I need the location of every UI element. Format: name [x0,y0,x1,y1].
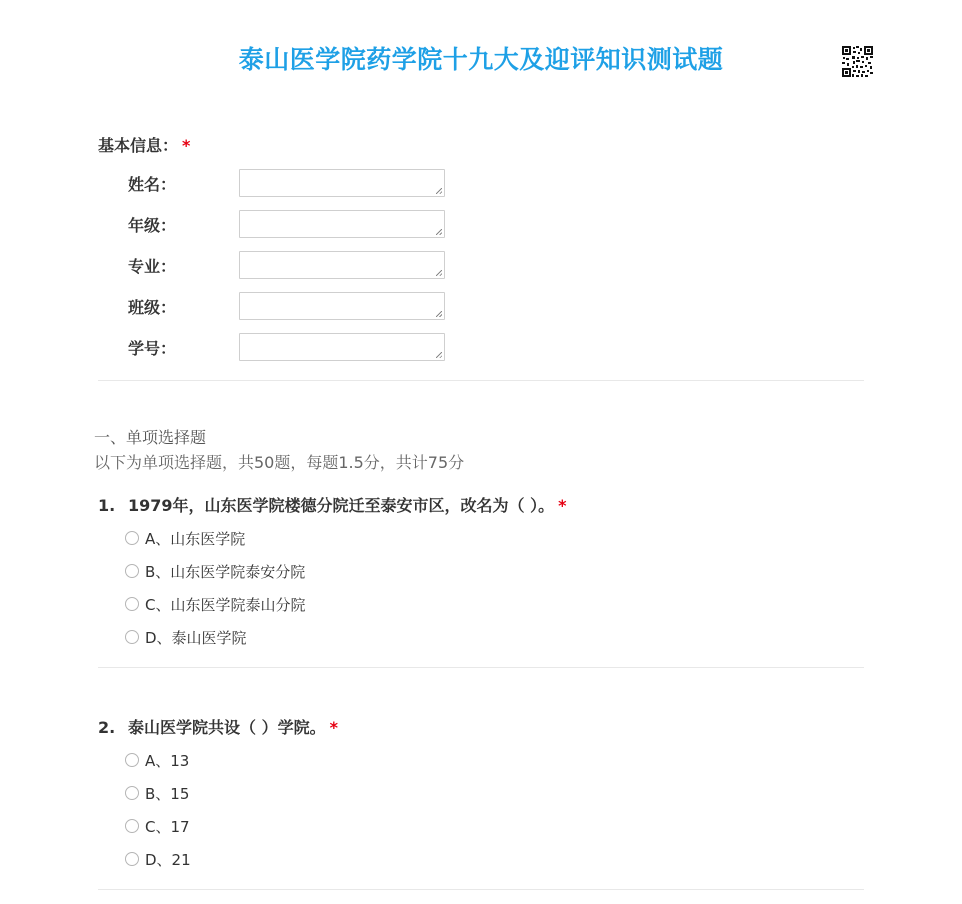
basic-info-label [98,133,190,156]
option-label: C、山东医学院泰山分院 [145,595,306,614]
name-input[interactable] [239,169,445,197]
radio-button[interactable] [125,786,139,800]
option-label: C、17 [145,817,190,836]
question-number: 2. [98,718,116,737]
option-label: A、山东医学院 [145,529,246,548]
required-mark: * [182,136,191,155]
option-label: B、15 [145,784,190,803]
grade-input[interactable] [239,210,445,238]
option-label: D、泰山医学院 [145,628,247,647]
question-text: 1979年，山东医学院楼德分院迁至泰安市区，改名为（ ）。 [128,496,555,515]
divider [98,889,864,890]
field-label-name: 姓名： [128,174,177,194]
qr-code-icon[interactable] [842,46,873,77]
divider [98,667,864,668]
q1-option-d[interactable] [125,626,247,648]
q2-option-a[interactable] [125,749,189,771]
question-text: 泰山医学院共设（ ）学院。 [128,718,326,737]
field-label-major: 专业： [128,256,177,276]
class-input[interactable] [239,292,445,320]
question-number: 1. [98,496,116,515]
radio-button[interactable] [125,753,139,767]
radio-button[interactable] [125,630,139,644]
part-description: 以下为单项选择题，共50题，每题1.5分，共计75分 [94,453,465,472]
required-mark: * [558,496,567,515]
q2-option-b[interactable] [125,782,189,804]
radio-button[interactable] [125,531,139,545]
radio-button[interactable] [125,597,139,611]
field-row-class [128,290,445,322]
question-1 [98,493,566,516]
field-label-class: 班级： [128,297,177,317]
major-input[interactable] [239,251,445,279]
field-row-grade [128,208,445,240]
radio-button[interactable] [125,564,139,578]
option-label: D、21 [145,850,191,869]
q1-option-b[interactable] [125,560,305,582]
option-label: B、山东医学院泰安分院 [145,562,306,581]
q2-option-c[interactable] [125,815,190,837]
q2-option-d[interactable] [125,848,191,870]
q1-option-c[interactable] [125,593,305,615]
field-label-student-id: 学号： [128,338,177,358]
page-title: 泰山医学院药学院十九大及迎评知识测试题 [238,45,724,74]
field-row-name [128,167,445,199]
radio-button[interactable] [125,819,139,833]
divider [98,380,864,381]
required-mark: * [329,718,338,737]
field-row-student-id [128,331,445,363]
field-label-grade: 年级： [128,215,177,235]
student-id-input[interactable] [239,333,445,361]
radio-button[interactable] [125,852,139,866]
part-title: 一、单项选择题 [94,428,207,447]
option-label: A、13 [145,751,190,770]
q1-option-a[interactable] [125,527,245,549]
field-row-major [128,249,445,281]
basic-info-text: 基本信息： [98,136,179,155]
question-2 [98,715,338,738]
